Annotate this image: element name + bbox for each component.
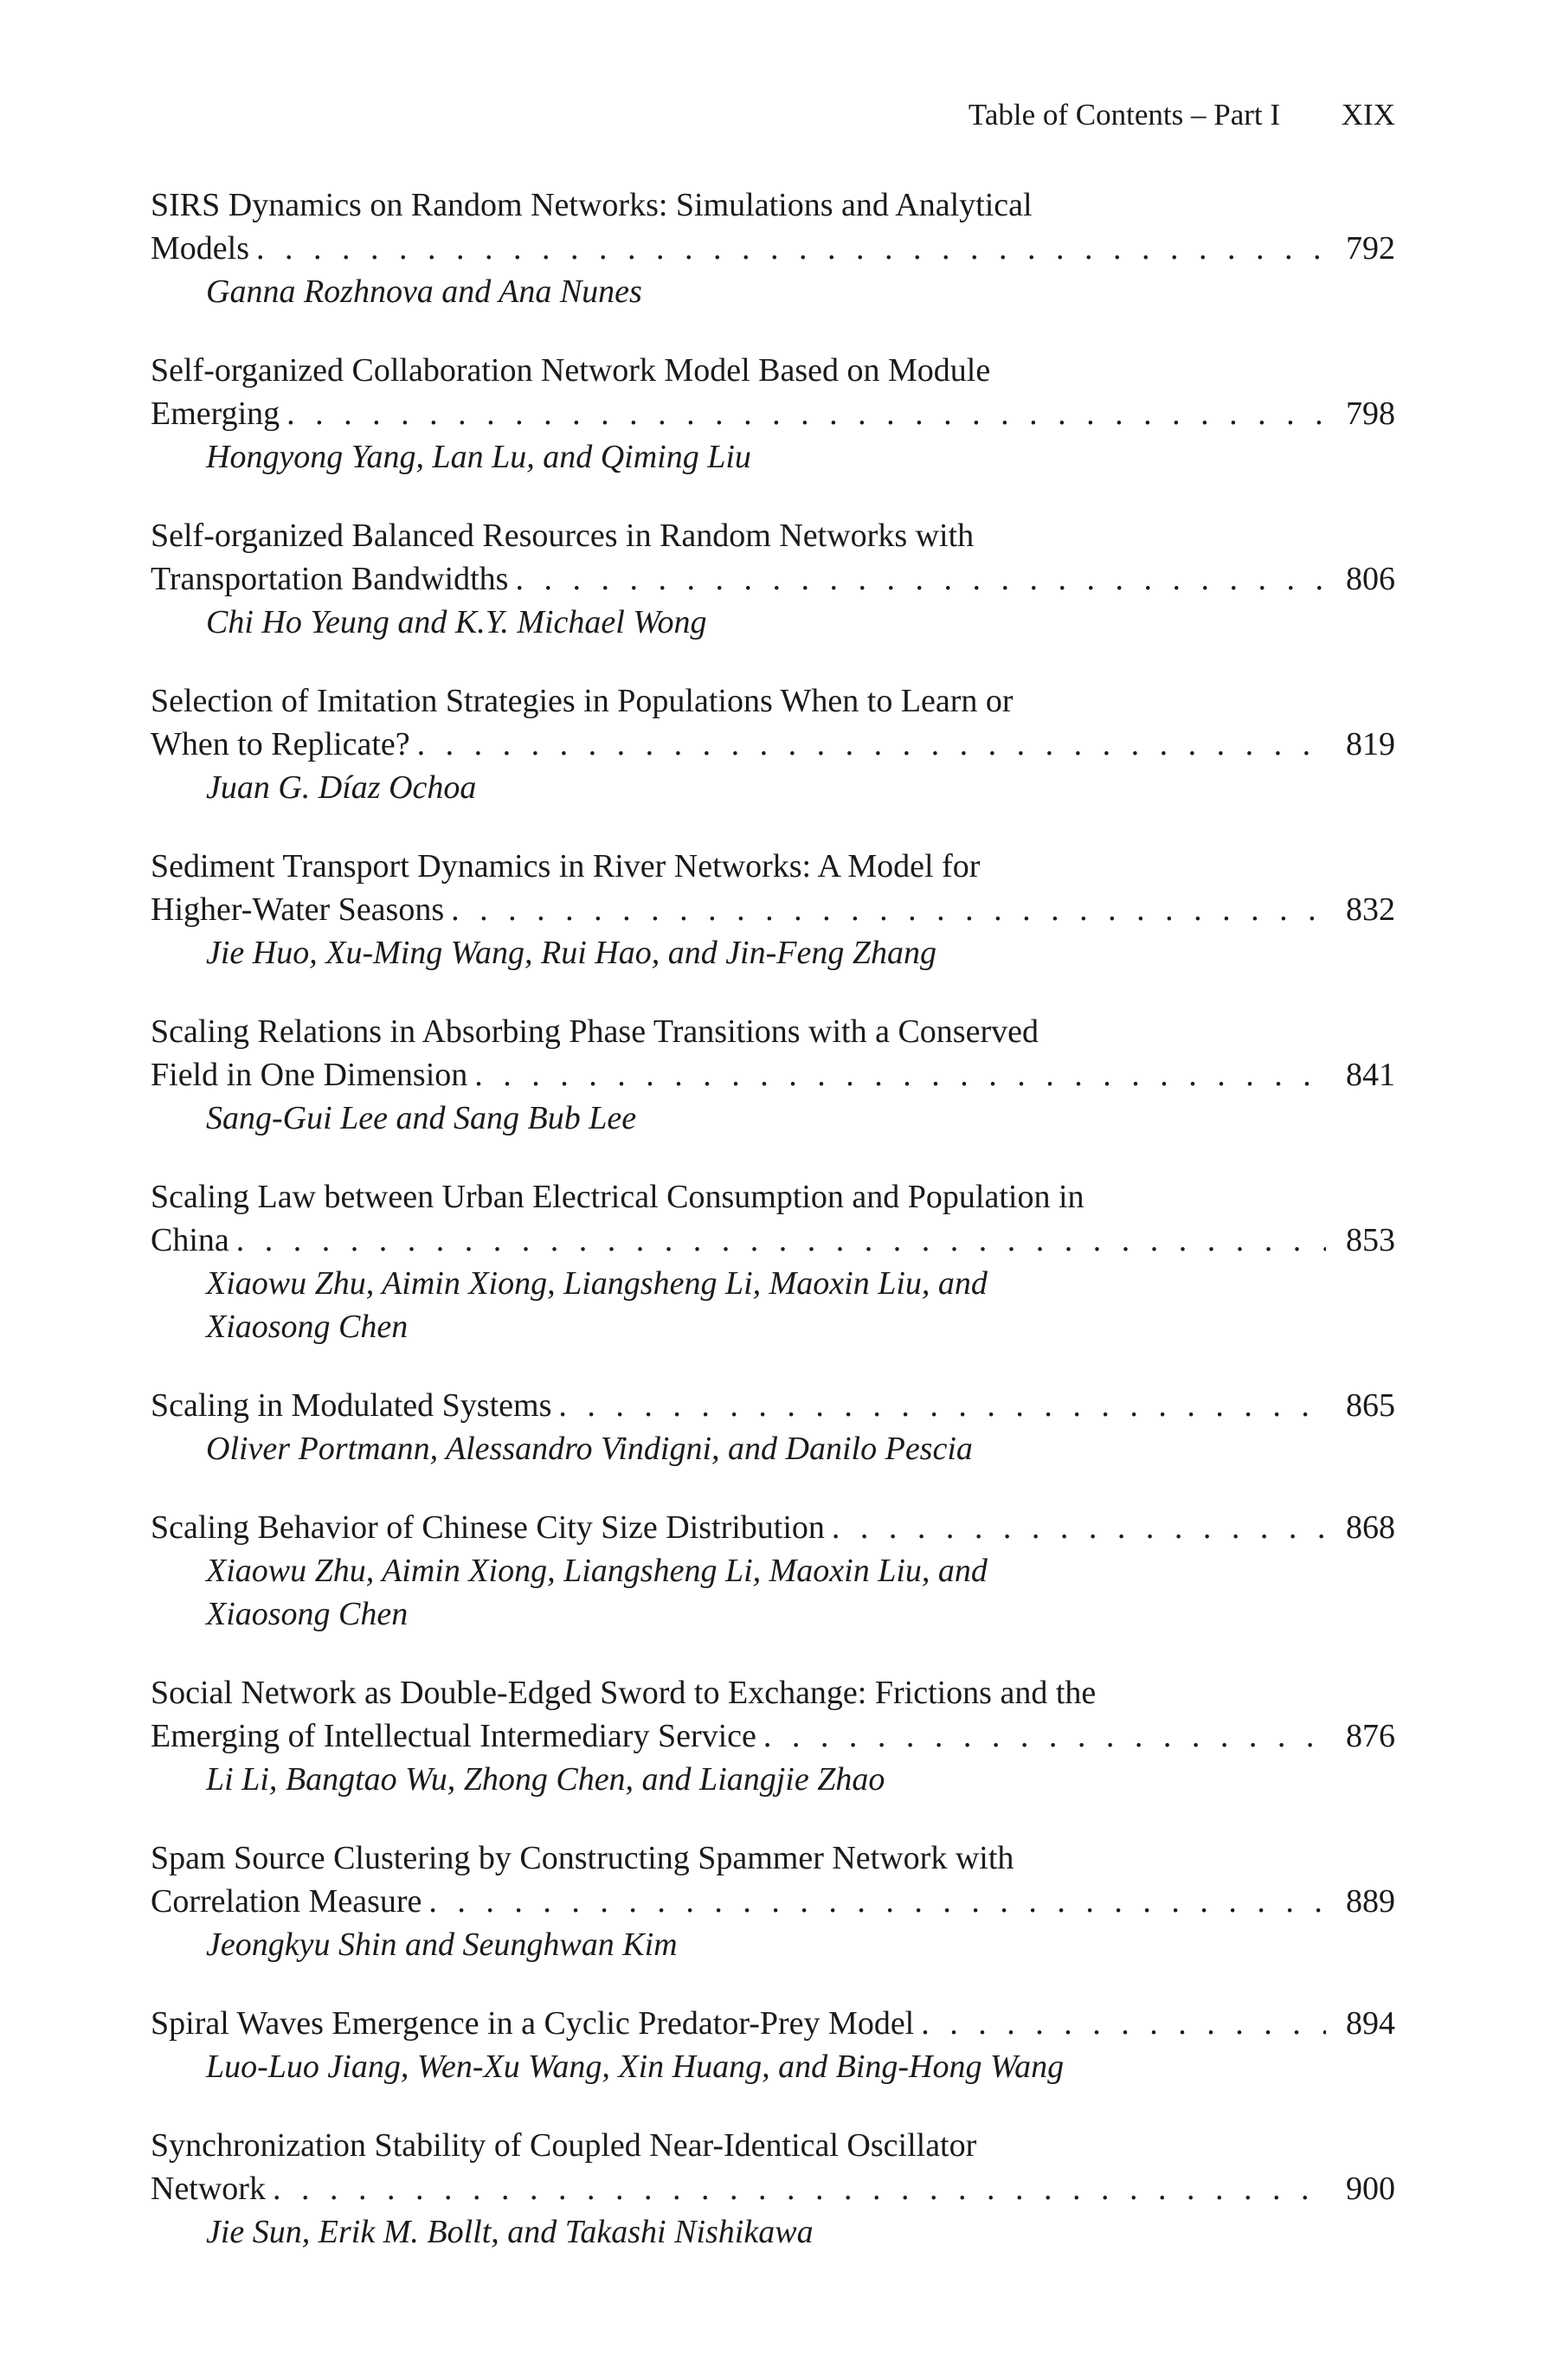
toc-entry[interactable] [151, 1671, 1395, 1801]
toc-entry-title-text: Higher-Water Seasons [151, 891, 445, 928]
toc-entry-title-line: Scaling Relations in Absorbing Phase Transitions with a Conserved [151, 1013, 1039, 1050]
toc-entry-title-last-line [151, 1219, 1395, 1262]
toc-entry-title-text: Transportation Bandwidths [151, 561, 509, 597]
dot-leader [921, 2002, 1326, 2045]
toc-entry[interactable] [151, 2002, 1395, 2088]
toc-entry-title-text: Scaling Behavior of Chinese City Size Distribution [151, 1509, 825, 1546]
toc-entry-author-line: Jie Huo, Xu-Ming Wang, Rui Hao, and Jin-Feng Zhang [206, 935, 936, 971]
running-head-page-number: XIX [1341, 98, 1395, 132]
toc-entry[interactable] [151, 514, 1395, 644]
toc-entry-title-text: Network [151, 2171, 266, 2207]
toc-entry[interactable] [151, 1175, 1395, 1348]
toc-entry-title-text: Emerging of Intellectual Intermediary Service [151, 1718, 756, 1754]
toc-entry-authors [151, 1097, 1331, 1140]
toc-entry[interactable] [151, 2124, 1395, 2254]
toc-entry-page-number[interactable]: 868 [1346, 1509, 1395, 1546]
toc-entry-authors [151, 1758, 1331, 1801]
toc-entry-page-number[interactable]: 865 [1346, 1387, 1395, 1424]
toc-entry-author-line: Jie Sun, Erik M. Bollt, and Takashi Nishikawa [206, 2214, 814, 2250]
toc-entry[interactable] [151, 183, 1395, 313]
toc-entry-title-last-line [151, 557, 1395, 601]
toc-entry-title-text: Emerging [151, 396, 280, 432]
toc-entry-page-number[interactable]: 889 [1346, 1883, 1395, 1920]
toc-entry-title-line: Scaling Law between Urban Electrical Consumption and Population in [151, 1179, 1084, 1215]
toc-entry-page-number[interactable]: 798 [1346, 396, 1395, 432]
toc-entry-author-line: Oliver Portmann, Alessandro Vindigni, and Danilo Pescia [206, 1431, 973, 1467]
dot-leader [763, 1714, 1326, 1758]
toc-entry-title-last-line [151, 1506, 1395, 1549]
toc-entry-page-number[interactable]: 900 [1346, 2171, 1395, 2207]
toc-entry[interactable] [151, 845, 1395, 975]
toc-entry-title-text: China [151, 1222, 229, 1258]
toc-entry[interactable] [151, 349, 1395, 479]
toc-entry-page-number[interactable]: 832 [1346, 891, 1395, 928]
toc-entry-title-text: Correlation Measure [151, 1883, 422, 1920]
toc-entry[interactable] [151, 1384, 1395, 1470]
dot-leader [451, 888, 1326, 931]
toc-entry[interactable] [151, 1010, 1395, 1140]
toc-entry-author-line: Sang-Gui Lee and Sang Bub Lee [206, 1100, 637, 1136]
toc-entry-authors [151, 766, 1331, 809]
dot-leader [256, 227, 1326, 270]
toc-entry-page-number[interactable]: 792 [1346, 230, 1395, 267]
toc-entry-author-line: Ganna Rozhnova and Ana Nunes [206, 273, 642, 310]
dot-leader [273, 2167, 1326, 2210]
running-head [969, 93, 1395, 137]
dot-leader [474, 1053, 1326, 1097]
toc-entry-author-line: Xiaosong Chen [206, 1596, 409, 1632]
toc-entry-authors [151, 2045, 1331, 2088]
toc-entry-title-text: Field in One Dimension [151, 1057, 468, 1093]
toc-entry-title-last-line [151, 392, 1395, 435]
toc-entry-author-line: Jeongkyu Shin and Seunghwan Kim [206, 1927, 678, 1963]
toc-entry-title-line: Social Network as Double-Edged Sword to Exchange: Frictions and the [151, 1675, 1097, 1711]
toc-entry-authors [151, 1427, 1331, 1470]
toc-entry-title-line: Synchronization Stability of Coupled Near-Identical Oscillator [151, 2127, 977, 2164]
toc-entry-title-text: Models [151, 230, 249, 267]
dot-leader [236, 1219, 1326, 1262]
dot-leader [417, 723, 1326, 766]
toc-entry-authors [151, 2210, 1331, 2254]
toc-entry-title-line: Sediment Transport Dynamics in River Networks: A Model for [151, 848, 981, 884]
toc-entry-page-number[interactable]: 894 [1346, 2005, 1395, 2042]
toc-entry-authors [151, 931, 1331, 975]
toc-entry-authors [151, 1923, 1331, 1966]
dot-leader [428, 1880, 1326, 1923]
table-of-contents [151, 183, 1395, 2289]
toc-entry-author-line: Luo-Luo Jiang, Wen-Xu Wang, Xin Huang, and Bing-Hong Wang [206, 2049, 1065, 2085]
toc-entry-title-line: SIRS Dynamics on Random Networks: Simulations and Analytical [151, 187, 1033, 223]
toc-entry-authors [151, 435, 1331, 479]
toc-entry-page-number[interactable]: 841 [1346, 1057, 1395, 1093]
toc-entry-title-last-line [151, 2167, 1395, 2210]
toc-entry-authors [151, 270, 1331, 313]
toc-entry-title-text: Scaling in Modulated Systems [151, 1387, 552, 1424]
toc-entry-page-number[interactable]: 853 [1346, 1222, 1395, 1258]
dot-leader [832, 1506, 1326, 1549]
toc-entry-author-line: Li Li, Bangtao Wu, Zhong Chen, and Liangjie Zhao [206, 1761, 885, 1798]
dot-leader [286, 392, 1326, 435]
running-head-title: Table of Contents – Part I [968, 98, 1281, 132]
toc-entry-author-line: Xiaowu Zhu, Aimin Xiong, Liangsheng Li, Maoxin Liu, and [206, 1265, 988, 1302]
toc-entry-title-last-line [151, 723, 1395, 766]
toc-entry-page-number[interactable]: 819 [1346, 726, 1395, 762]
toc-entry-authors [151, 1262, 1331, 1348]
toc-entry[interactable] [151, 1506, 1395, 1636]
toc-entry-authors [151, 1549, 1331, 1636]
dot-leader [558, 1384, 1326, 1427]
toc-entry-title-text: When to Replicate? [151, 726, 410, 762]
toc-entry-title-last-line [151, 1880, 1395, 1923]
toc-entry-author-line: Chi Ho Yeung and K.Y. Michael Wong [206, 604, 707, 640]
toc-entry-title-line: Self-organized Balanced Resources in Random Networks with [151, 518, 975, 554]
toc-entry-author-line: Juan G. Díaz Ochoa [206, 769, 477, 806]
toc-entry-author-line: Xiaosong Chen [206, 1309, 409, 1345]
toc-entry-title-line: Spam Source Clustering by Constructing Spammer Network with [151, 1840, 1014, 1876]
toc-entry-author-line: Hongyong Yang, Lan Lu, and Qiming Liu [206, 439, 751, 475]
toc-entry-title-line: Selection of Imitation Strategies in Populations When to Learn or [151, 683, 1014, 719]
toc-entry[interactable] [151, 679, 1395, 809]
toc-entry-title-last-line [151, 1384, 1395, 1427]
toc-entry-title-last-line [151, 888, 1395, 931]
toc-entry-title-last-line [151, 1053, 1395, 1097]
toc-entry-author-line: Xiaowu Zhu, Aimin Xiong, Liangsheng Li, Maoxin Liu, and [206, 1553, 988, 1589]
toc-entry-title-last-line [151, 2002, 1395, 2045]
toc-entry-title-last-line [151, 1714, 1395, 1758]
toc-entry-title-last-line [151, 227, 1395, 270]
toc-entry[interactable] [151, 1836, 1395, 1966]
toc-entry-page-number[interactable]: 876 [1346, 1718, 1395, 1754]
toc-entry-page-number[interactable]: 806 [1346, 561, 1395, 597]
toc-entry-title-line: Self-organized Collaboration Network Model Based on Module [151, 352, 991, 389]
toc-entry-title-text: Spiral Waves Emergence in a Cyclic Predator-Prey Model [151, 2005, 915, 2042]
toc-entry-authors [151, 601, 1331, 644]
dot-leader [515, 557, 1326, 601]
